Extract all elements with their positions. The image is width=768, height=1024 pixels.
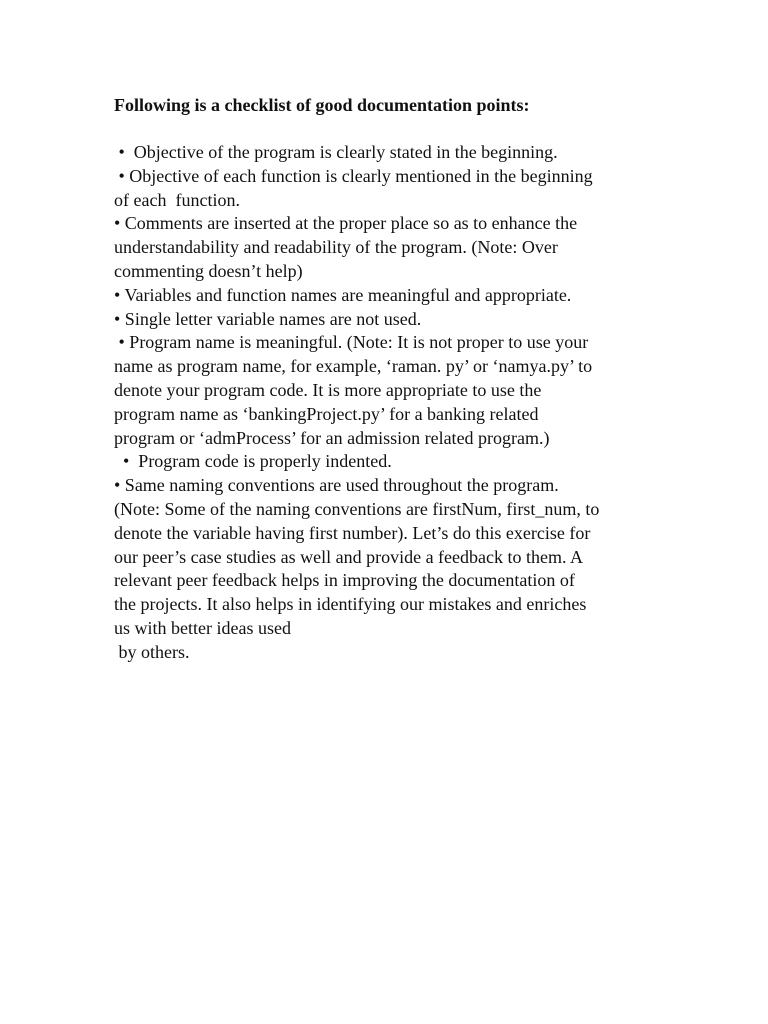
text-line: • Single letter variable names are not used. xyxy=(114,308,422,329)
text-line: understandability and readability of the program. (Note: Over xyxy=(114,237,558,258)
text-line: • Objective of the program is clearly stated in the beginning. xyxy=(114,142,558,162)
text-line: program or ‘admProcess’ for an admission related program.) xyxy=(114,427,550,448)
text-line: the projects. It also helps in identifying our mistakes and enriches xyxy=(114,594,587,615)
text-line: us with better ideas used xyxy=(114,617,291,638)
text-line: denote the variable having first number). Let’s do this exercise for xyxy=(114,522,591,543)
text-line: program name as ‘bankingProject.py’ for a banking related xyxy=(114,403,539,424)
text-line: our peer’s case studies as well and provide a feedback to them. A xyxy=(114,546,584,567)
text-line: • Program code is properly indented. xyxy=(114,451,392,472)
text-line: denote your program code. It is more appropriate to use the xyxy=(114,379,542,400)
document-body xyxy=(114,141,754,665)
text-line: • Same naming conventions are used throughout the program. xyxy=(114,475,559,496)
text-line: • Program name is meaningful. (Note: It is not proper to use your xyxy=(114,332,589,353)
text-line: • Comments are inserted at the proper place so as to enhance the xyxy=(114,213,578,234)
text-line: commenting doesn’t help) xyxy=(114,260,303,281)
text-line: of each function. xyxy=(114,189,240,210)
page-title: Following is a checklist of good documentation points: xyxy=(114,95,530,115)
text-line: • Objective of each function is clearly mentioned in the beginning xyxy=(114,165,593,186)
text-line: (Note: Some of the naming conventions are firstNum, first_num, to xyxy=(114,498,600,519)
text-line: • Variables and function names are meaningful and appropriate. xyxy=(114,284,572,305)
text-line: relevant peer feedback helps in improving the documentation of xyxy=(114,570,575,591)
text-line: name as program name, for example, ‘raman. py’ or ‘namya.py’ to xyxy=(114,356,593,377)
text-line: by others. xyxy=(114,641,190,662)
